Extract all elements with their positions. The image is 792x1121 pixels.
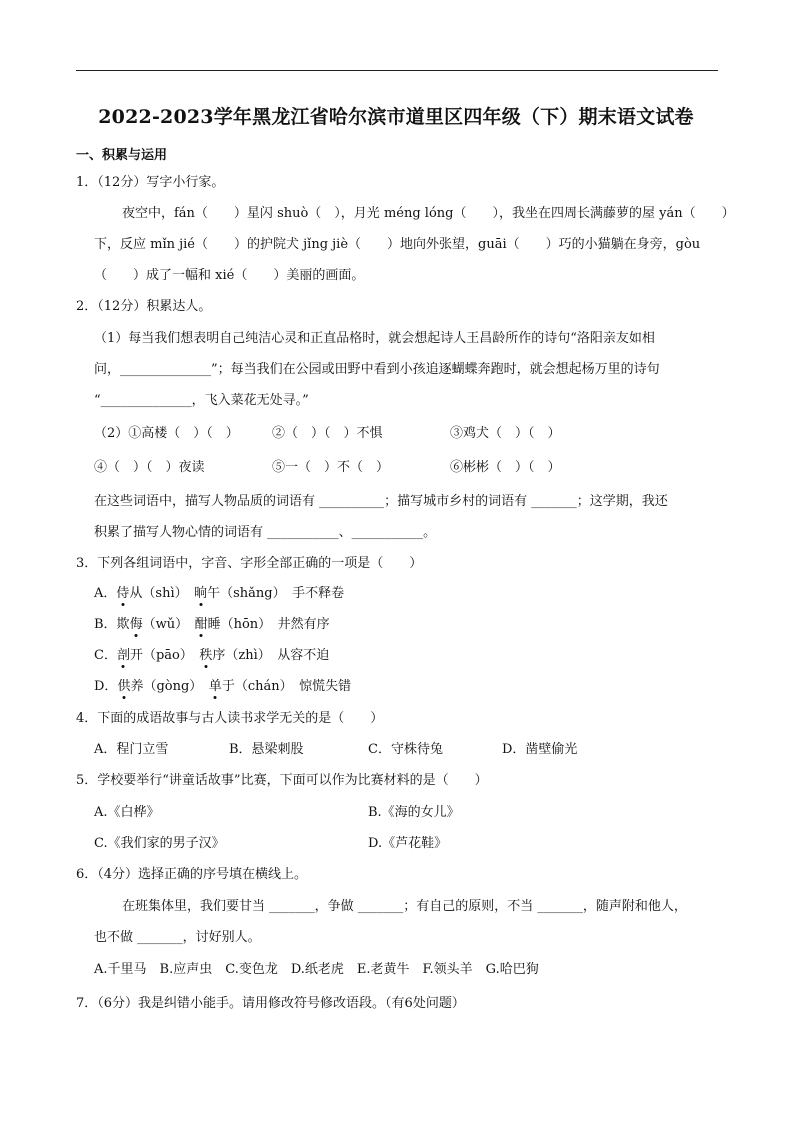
q3-c-dotted-char-2: 秩 — [199, 648, 213, 663]
q2-word-1: （2）①高楼（ ）（ ） — [94, 426, 239, 441]
q5-option-b: B.《海的女儿》 — [368, 805, 460, 820]
q3-b-text-1: （wǔ） — [142, 617, 195, 632]
q3-d-dotted-char-1: 供 — [117, 679, 131, 694]
q3-option-a — [94, 586, 344, 602]
q3-a-dotted-char-1: 侍 — [116, 586, 130, 601]
q4-option-b: B．悬梁刺股 — [229, 742, 304, 757]
q3-option-b — [94, 617, 330, 633]
q7-heading: 7．（6分）我是纠错小能手。请用修改符号修改语段。（有6处问题） — [76, 996, 465, 1011]
q2-part2-line-1: 在这些词语中，描写人物品质的词语有 __________；描写城市乡村的词语有 _______；这学期，我还 — [94, 494, 668, 509]
q4-option-d: D．凿壁偷光 — [502, 742, 578, 757]
q3-c-prefix: C． — [94, 648, 117, 663]
header-rule — [76, 70, 718, 71]
q5-option-a: A.《白桦》 — [94, 805, 160, 820]
q3-d-text-2: 于（chán） 惊慌失错 — [221, 679, 352, 694]
q3-heading: 3．下列各组词语中，字音、字形全部正确的一项是（ ） — [76, 556, 423, 571]
q2-word-3: ③鸡犬（ ）（ ） — [450, 426, 561, 441]
q3-option-d — [94, 679, 351, 695]
q5-option-d: D.《芦花鞋》 — [368, 836, 448, 851]
q5-option-c: C.《我们家的男子汉》 — [94, 836, 225, 851]
q2-word-6: ⑥彬彬（ ）（ ） — [450, 460, 561, 475]
q4-option-c: C．守株待兔 — [368, 742, 443, 757]
q3-a-prefix: A． — [94, 586, 117, 601]
q2-part1-line-3: “______________，飞入菜花无处寻。” — [94, 393, 309, 408]
q3-c-text-1: 开（pāo） — [129, 648, 200, 663]
q1-heading: 1．（12分）写字小行家。 — [76, 175, 225, 190]
q3-a-text-2: 午（shǎng） 手不释卷 — [207, 586, 345, 601]
section-heading: 一、积累与运用 — [76, 148, 168, 163]
q3-a-dotted-char-2: 晌 — [194, 586, 208, 601]
q3-c-text-2: 序（zhì） 从容不迫 — [212, 648, 330, 663]
q2-word-4: ④（ ）（ ）夜读 — [94, 460, 205, 475]
q3-b-prefix: B．欺 — [94, 617, 130, 632]
q3-b-dotted-char-2: 酣 — [194, 617, 208, 632]
q3-c-dotted-char-1: 剖 — [116, 648, 130, 663]
q3-d-dotted-char-2: 单 — [208, 679, 222, 694]
q6-options: A.千里马 B.应声虫 C.变色龙 D.纸老虎 E.老黄牛 F.领头羊 G.哈巴狗 — [94, 962, 539, 977]
q6-line-2: 也不做 _______，讨好别人。 — [94, 930, 261, 945]
q5-heading: 5．学校要举行“讲童话故事”比赛，下面可以作为比赛材料的是（ ） — [76, 773, 488, 788]
q6-heading: 6．（4分）选择正确的序号填在横线上。 — [76, 867, 308, 882]
q2-part2-line-2: 积累了描写人物心情的词语有 ___________、___________。 — [94, 525, 437, 540]
q2-heading: 2．（12分）积累达人。 — [76, 299, 212, 314]
q3-d-prefix: D． — [94, 679, 118, 694]
q2-word-2: ②（ ）（ ）不惧 — [272, 426, 383, 441]
q2-word-5: ⑤一（ ）不（ ） — [272, 460, 390, 475]
q2-part1-line-2: 问，______________”；每当我们在公园或田野中看到小孩追逐蝴蝶奔跑时，就会想起杨万里的诗句 — [94, 362, 660, 377]
q4-heading: 4．下面的成语故事与古人读书求学无关的是（ ） — [76, 711, 384, 726]
q4-option-a: A．程门立雪 — [94, 742, 169, 757]
q1-line-1: 夜空中，fán（ ）星闪 shuò（ ），月光 méng lóng（ ），我坐在四周长满藤萝的屋 yán（ ） — [122, 206, 735, 221]
q1-line-3: （ ）成了一幅和 xié（ ）美丽的画面。 — [94, 268, 365, 283]
q3-d-text-1: 养（gòng） — [130, 679, 209, 694]
q3-a-text-1: 从（shì） — [129, 586, 195, 601]
q3-option-c — [94, 648, 329, 664]
q2-part1-line-1: （1）每当我们想表明自己纯洁心灵和正直品格时，就会想起诗人王昌龄所作的诗句“洛阳亲友如相 — [94, 331, 655, 346]
q3-b-dotted-char-1: 侮 — [129, 617, 143, 632]
q6-line-1: 在班集体里，我们要甘当 _______，争做 _______；有自己的原则，不当 _______，随声附和他人， — [122, 899, 687, 914]
q1-line-2: 下，反应 mǐn jié（ ）的护院犬 jǐng jiè（ ）地向外张望，guāi（ ）巧的小猫躺在身旁，gòu — [94, 237, 701, 252]
q3-b-text-2: 睡（hōn） 井然有序 — [207, 617, 330, 632]
exam-title: 2022-2023学年黑龙江省哈尔滨市道里区四年级（下）期末语文试卷 — [98, 106, 694, 128]
